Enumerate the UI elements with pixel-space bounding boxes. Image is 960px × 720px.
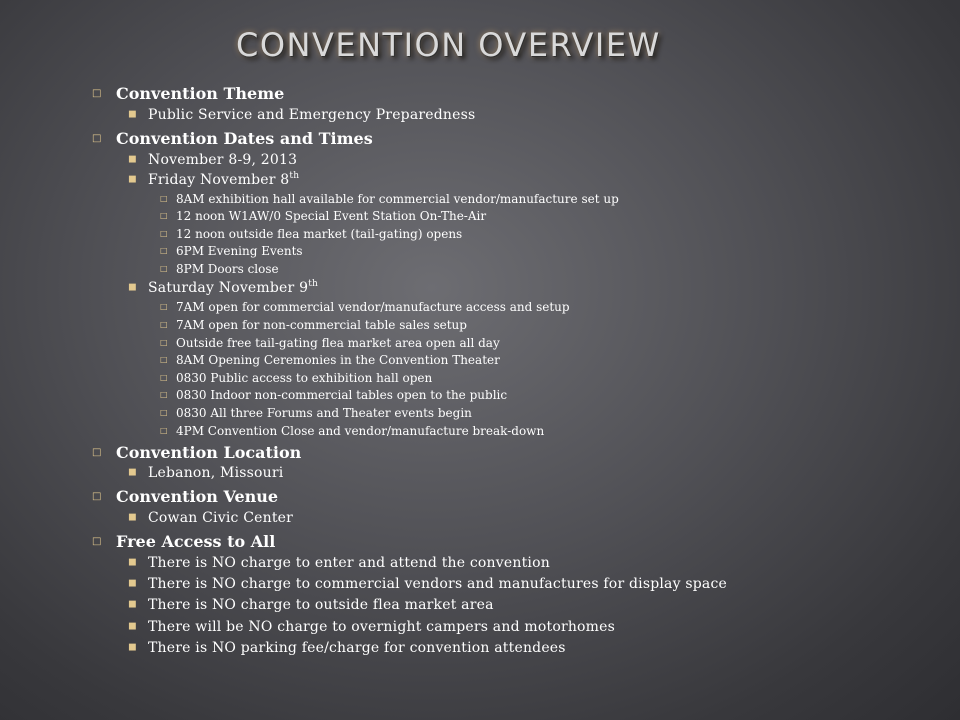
list-item-saturday: ■ Saturday November 9th: [128, 279, 319, 296]
filled-square-bullet-icon: ■: [128, 174, 137, 185]
filled-square-bullet-icon: ■: [128, 642, 137, 653]
section-venue: [92, 487, 278, 506]
list-item: ■ Public Service and Emergency Preparedness: [128, 107, 476, 123]
list-item: ■ November 8-9, 2013: [128, 152, 298, 168]
list-item: □ 12 noon W1AW/0 Special Event Station On-The-Air: [160, 209, 487, 223]
section-location: [92, 443, 301, 462]
section-heading: Convention Dates and Times: [116, 129, 373, 148]
filled-square-bullet-icon: ■: [128, 621, 137, 632]
section-dates: [92, 129, 373, 148]
hollow-square-bullet-icon: □: [160, 426, 168, 435]
list-item: □ 7AM open for non-commercial table sales setup: [160, 318, 467, 332]
filled-square-bullet-icon: ■: [128, 154, 137, 165]
square-bullet-icon: □: [92, 446, 102, 458]
square-bullet-icon: □: [92, 132, 102, 144]
section-heading: Convention Venue: [116, 487, 279, 506]
list-item: □ 0830 All three Forums and Theater events begin: [160, 406, 472, 420]
list-item: □ 8AM Opening Ceremonies in the Convention Theater: [160, 353, 500, 367]
hollow-square-bullet-icon: □: [160, 229, 168, 238]
filled-square-bullet-icon: ■: [128, 467, 137, 478]
list-item: □ 7AM open for commercial vendor/manufacture access and setup: [160, 300, 570, 314]
hollow-square-bullet-icon: □: [160, 355, 168, 364]
hollow-square-bullet-icon: □: [160, 302, 168, 311]
list-item: □ 6PM Evening Events: [160, 244, 303, 258]
filled-square-bullet-icon: ■: [128, 557, 137, 568]
square-bullet-icon: □: [92, 87, 102, 99]
list-item: ■ There will be NO charge to overnight campers and motorhomes: [128, 619, 616, 635]
filled-square-bullet-icon: ■: [128, 578, 137, 589]
list-item: ■ Lebanon, Missouri: [128, 465, 284, 481]
list-item: ■ There is NO charge to outside flea market area: [128, 597, 494, 613]
list-item-friday: ■ Friday November 8th: [128, 171, 300, 188]
list-item: □ 0830 Indoor non-commercial tables open to the public: [160, 388, 508, 402]
filled-square-bullet-icon: ■: [128, 512, 137, 523]
hollow-square-bullet-icon: □: [160, 338, 168, 347]
list-item: ■ There is NO charge to commercial vendors and manufactures for display space: [128, 576, 727, 592]
hollow-square-bullet-icon: □: [160, 246, 168, 255]
hollow-square-bullet-icon: □: [160, 320, 168, 329]
list-item: ■ There is NO charge to enter and attend the convention: [128, 555, 550, 571]
square-bullet-icon: □: [92, 535, 102, 547]
hollow-square-bullet-icon: □: [160, 211, 168, 220]
section-heading: Convention Theme: [116, 84, 285, 103]
hollow-square-bullet-icon: □: [160, 373, 168, 382]
hollow-square-bullet-icon: □: [160, 408, 168, 417]
list-item: □ 8AM exhibition hall available for commercial vendor/manufacture set up: [160, 192, 619, 206]
section-heading: Convention Location: [116, 443, 302, 462]
hollow-square-bullet-icon: □: [160, 264, 168, 273]
list-item: □ 0830 Public access to exhibition hall open: [160, 371, 433, 385]
square-bullet-icon: □: [92, 490, 102, 502]
section-access: [92, 532, 275, 551]
hollow-square-bullet-icon: □: [160, 390, 168, 399]
list-item: □ Outside free tail-gating flea market area open all day: [160, 336, 500, 350]
list-item: ■ There is NO parking fee/charge for convention attendees: [128, 640, 566, 656]
list-item: ■ Cowan Civic Center: [128, 510, 294, 526]
filled-square-bullet-icon: ■: [128, 282, 137, 293]
filled-square-bullet-icon: ■: [128, 109, 137, 120]
section-heading: Free Access to All: [116, 532, 276, 551]
list-item: □ 8PM Doors close: [160, 262, 279, 276]
section-theme: [92, 84, 284, 103]
slide-title: CONVENTION OVERVIEW: [236, 26, 661, 64]
list-item: □ 4PM Convention Close and vendor/manufacture break-down: [160, 424, 545, 438]
filled-square-bullet-icon: ■: [128, 599, 137, 610]
list-item: □ 12 noon outside flea market (tail-gating) opens: [160, 227, 463, 241]
hollow-square-bullet-icon: □: [160, 194, 168, 203]
